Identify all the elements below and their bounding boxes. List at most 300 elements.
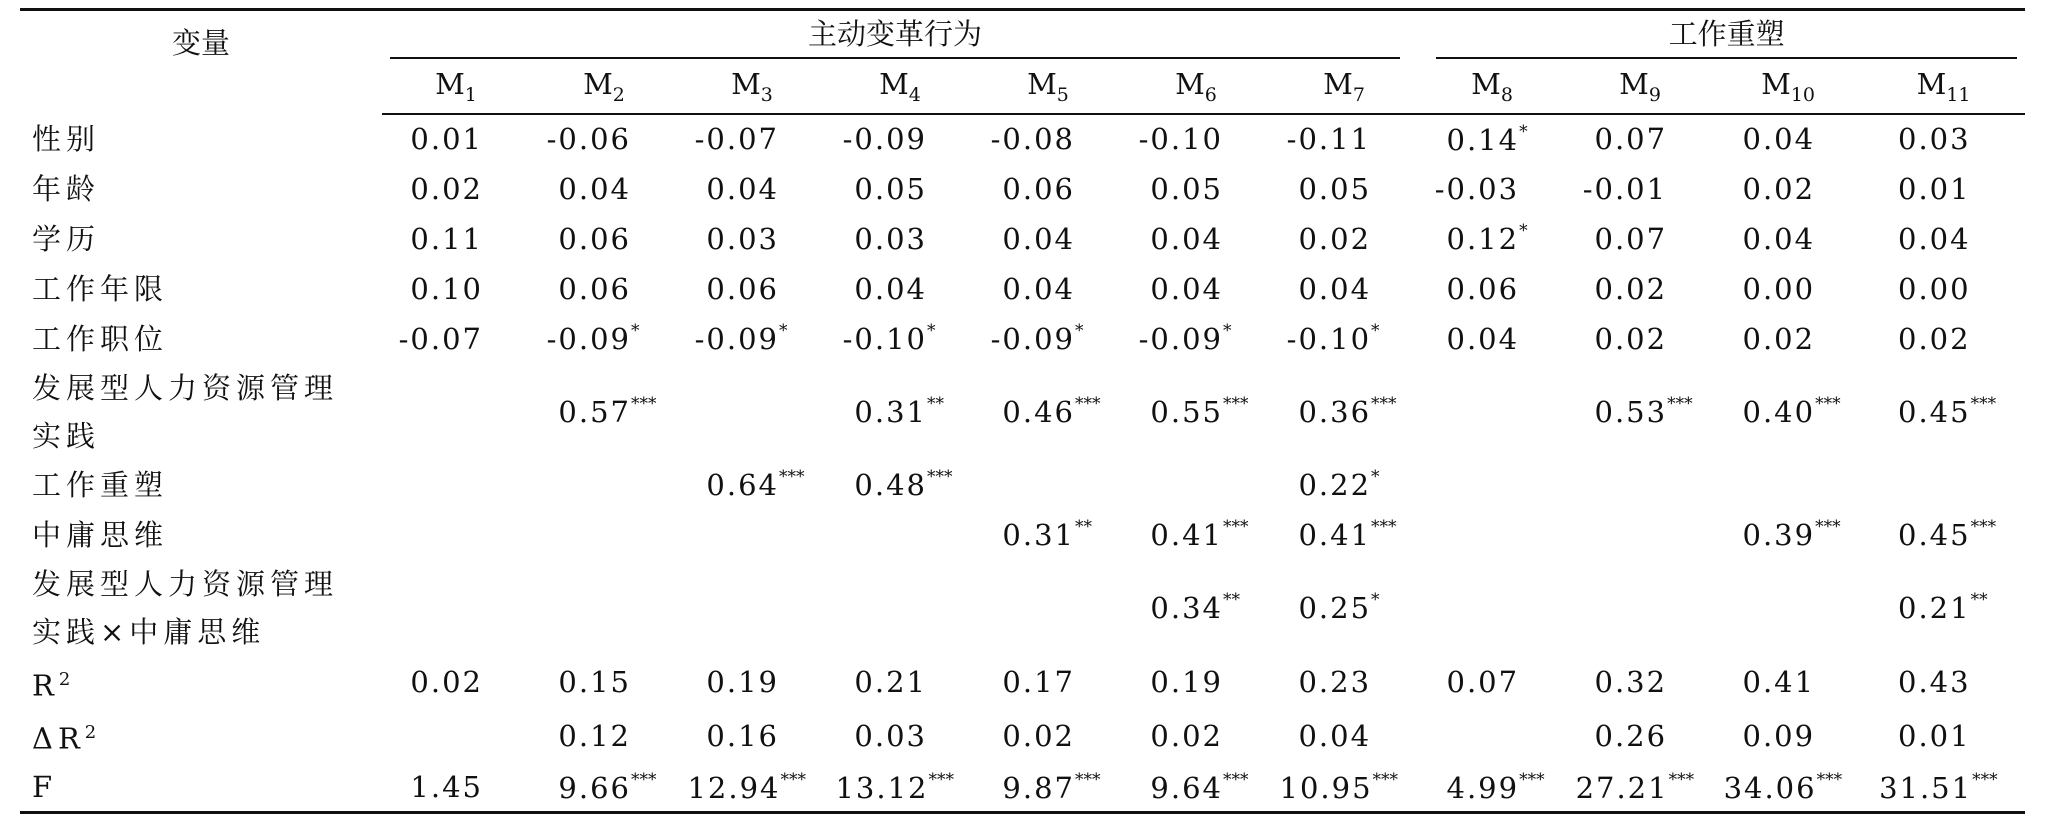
- cell-value: -0.03: [1434, 171, 1520, 206]
- significance-stars: ***: [1223, 769, 1249, 790]
- cell-value: 0.39: [1742, 518, 1816, 552]
- group-label-b: 工作重塑: [1436, 12, 2017, 59]
- cell-value: 0.01: [1898, 718, 1971, 753]
- cell-value: 0.06: [1446, 271, 1520, 306]
- row-label-line: 学历: [32, 221, 101, 256]
- model-header: [1862, 60, 2025, 114]
- table-cell: [1270, 656, 1418, 710]
- cell-value: 0.45: [1898, 395, 1971, 429]
- cell-value: 0.53: [1594, 395, 1668, 429]
- table-cell: [678, 114, 826, 164]
- table-cell: [826, 114, 974, 164]
- cell-value: 0.31: [1002, 518, 1075, 552]
- cell-value: -0.11: [1286, 122, 1372, 156]
- significance-stars: ***: [631, 769, 657, 790]
- cell-value: -0.01: [1582, 171, 1668, 206]
- significance-stars: ***: [779, 467, 805, 487]
- table-cell: [1270, 264, 1418, 314]
- table-cell: [1714, 510, 1862, 560]
- significance-stars: *: [1519, 221, 1528, 241]
- table-cell: [1122, 560, 1270, 656]
- table-cell: [1566, 114, 1714, 164]
- cell-value: 0.41: [1298, 518, 1372, 552]
- cell-value: 0.04: [1298, 271, 1372, 306]
- row-label-line: 年龄: [32, 171, 101, 206]
- table-cell: [1566, 510, 1714, 560]
- significance-stars: *: [1223, 321, 1232, 341]
- table-row: [20, 709, 2025, 763]
- model-header-base: M: [731, 66, 761, 101]
- table-cell: [530, 314, 678, 364]
- significance-stars: ***: [1519, 769, 1545, 790]
- significance-stars: ***: [1075, 394, 1101, 414]
- table-cell: [1418, 314, 1566, 364]
- table-cell: [1714, 460, 1862, 510]
- significance-stars: ***: [780, 769, 807, 790]
- model-header-subscript: 5: [1056, 83, 1069, 106]
- cell-value: 0.07: [1594, 122, 1668, 156]
- table-cell: [1418, 264, 1566, 314]
- cell-value: 0.15: [558, 665, 631, 700]
- significance-stars: ***: [1371, 517, 1397, 537]
- cell-value: 0.11: [410, 221, 483, 256]
- table-cell: [1418, 709, 1566, 763]
- row-label: [20, 560, 382, 656]
- table-cell: [1270, 763, 1418, 813]
- table-cell: [826, 763, 974, 813]
- table-cell: [1418, 763, 1566, 813]
- cell-value: 0.04: [1150, 221, 1223, 256]
- table-cell: [974, 264, 1122, 314]
- table-cell: [1862, 656, 2025, 710]
- cell-value: 4.99: [1446, 770, 1520, 805]
- table-cell: [1418, 114, 1566, 164]
- table-cell: [1122, 264, 1270, 314]
- cell-value: -0.09: [842, 122, 927, 156]
- table-cell: [382, 164, 530, 214]
- table-cell: [826, 709, 974, 763]
- table-cell: [1862, 214, 2025, 264]
- cell-value: -0.09: [546, 322, 631, 356]
- model-header: [1122, 60, 1270, 114]
- table-row: [20, 164, 2025, 214]
- row-label-line: 性别: [32, 121, 101, 156]
- cell-value: 0.03: [854, 221, 927, 256]
- table-cell: [530, 656, 678, 710]
- cell-value: 0.12: [558, 718, 631, 753]
- table-body: [20, 114, 2025, 813]
- cell-value: -0.08: [990, 122, 1075, 156]
- model-header-subscript: 11: [1946, 83, 1971, 106]
- model-header-base: M: [1471, 66, 1501, 101]
- cell-value: 0.02: [1594, 321, 1668, 356]
- significance-stars: ***: [1668, 769, 1695, 790]
- cell-value: 0.46: [1002, 395, 1075, 429]
- table-cell: [826, 314, 974, 364]
- table-cell: [382, 709, 530, 763]
- row-label-line: 实践: [32, 418, 101, 453]
- table-cell: [1270, 314, 1418, 364]
- table-cell: [1270, 214, 1418, 264]
- table-cell: [1270, 114, 1418, 164]
- row-label-line: $R^2$: [32, 668, 76, 703]
- cell-value: 12.94: [687, 770, 781, 805]
- table-cell: [530, 164, 678, 214]
- cell-value: 0.25: [1298, 591, 1372, 625]
- model-header-subscript: 8: [1500, 83, 1513, 106]
- table-cell: [1122, 460, 1270, 510]
- cell-value: 0.04: [1298, 718, 1372, 753]
- table-cell: [678, 510, 826, 560]
- cell-value: -0.09: [1138, 322, 1223, 356]
- model-header-base: M: [1916, 66, 1947, 101]
- cell-value: 0.05: [1150, 171, 1223, 206]
- table-cell: [1714, 164, 1862, 214]
- cell-value: 0.06: [706, 271, 779, 306]
- table-cell: [382, 460, 530, 510]
- cell-value: -0.10: [1138, 122, 1223, 156]
- table-cell: [530, 709, 678, 763]
- cell-value: 0.03: [854, 718, 927, 753]
- table-cell: [382, 114, 530, 164]
- table-cell: [1566, 709, 1714, 763]
- significance-stars: **: [927, 394, 944, 414]
- model-header-subscript: 6: [1204, 83, 1217, 106]
- model-header-base: M: [1761, 66, 1791, 101]
- cell-value: 0.14: [1446, 122, 1520, 157]
- table-cell: [678, 460, 826, 510]
- table-cell: [678, 709, 826, 763]
- model-header: [1566, 60, 1714, 114]
- significance-stars: ***: [927, 467, 953, 487]
- table-cell: [826, 164, 974, 214]
- table-cell: [382, 560, 530, 656]
- significance-stars: ***: [631, 394, 657, 414]
- table-cell: [1122, 214, 1270, 264]
- table-cell: [1862, 460, 2025, 510]
- cell-value: 0.06: [558, 271, 631, 306]
- table-cell: [1862, 164, 2025, 214]
- model-header: [1270, 60, 1418, 114]
- cell-value: 0.06: [558, 221, 631, 256]
- table-cell: [826, 510, 974, 560]
- cell-value: 0.19: [706, 665, 779, 700]
- cell-value: -0.10: [1286, 322, 1372, 356]
- table-cell: [1418, 364, 1566, 460]
- table-cell: [1862, 264, 2025, 314]
- table-cell: [974, 164, 1122, 214]
- table-cell: [530, 510, 678, 560]
- row-label: [20, 709, 382, 763]
- significance-stars: ***: [1371, 394, 1397, 414]
- significance-stars: **: [1075, 517, 1092, 537]
- cell-value: 0.04: [854, 271, 927, 306]
- cell-value: 0.01: [410, 122, 483, 156]
- table-cell: [1122, 763, 1270, 813]
- table-cell: [974, 460, 1122, 510]
- cell-value: -0.07: [694, 122, 779, 156]
- row-label-line: 实践×中庸思维: [32, 614, 266, 649]
- cell-value: 9.66: [558, 770, 631, 805]
- cell-value: 0.06: [1002, 171, 1075, 206]
- table-cell: [530, 264, 678, 314]
- table-cell: [1270, 560, 1418, 656]
- table-row: [20, 560, 2025, 656]
- row-label-line: 中庸思维: [32, 517, 169, 552]
- row-label-line: F: [32, 770, 58, 805]
- significance-stars: **: [1970, 590, 1988, 610]
- cell-value: 1.45: [410, 770, 483, 805]
- row-label: [20, 214, 382, 264]
- cell-value: 0.57: [558, 395, 631, 429]
- cell-value: -0.07: [398, 321, 483, 356]
- significance-stars: ***: [1815, 394, 1841, 414]
- significance-stars: ***: [1970, 394, 1997, 414]
- regression-results-table: [20, 8, 2025, 814]
- cell-value: 0.17: [1002, 665, 1075, 700]
- model-header-subscript: 10: [1790, 83, 1816, 106]
- table-cell: [974, 560, 1122, 656]
- cell-value: 31.51: [1879, 770, 1973, 805]
- row-label-line: 发展型人力资源管理: [32, 370, 339, 405]
- table-cell: [826, 364, 974, 460]
- cell-value: 34.06: [1723, 770, 1817, 805]
- cell-value: 27.21: [1575, 770, 1669, 805]
- row-label: [20, 656, 382, 710]
- table-cell: [1566, 763, 1714, 813]
- table-cell: [530, 560, 678, 656]
- table-row: [20, 364, 2025, 460]
- table-cell: [1122, 510, 1270, 560]
- cell-value: -0.10: [842, 322, 927, 356]
- significance-stars: *: [779, 321, 788, 341]
- table-cell: [1862, 114, 2025, 164]
- table-cell: [1122, 709, 1270, 763]
- table-cell: [1862, 763, 2025, 813]
- cell-value: 0.34: [1150, 591, 1223, 625]
- table-cell: [1418, 560, 1566, 656]
- table-cell: [382, 763, 530, 813]
- table-row: [20, 656, 2025, 710]
- table-cell: [974, 510, 1122, 560]
- table-cell: [1566, 560, 1714, 656]
- table-cell: [1862, 314, 2025, 364]
- table-cell: [974, 709, 1122, 763]
- cell-value: 0.64: [706, 468, 779, 502]
- model-header-subscript: 9: [1648, 83, 1661, 106]
- table-cell: [974, 364, 1122, 460]
- table-cell: [530, 763, 678, 813]
- model-header-base: M: [1323, 66, 1353, 101]
- table-cell: [530, 214, 678, 264]
- cell-value: 0.19: [1150, 665, 1223, 700]
- table-cell: [1122, 164, 1270, 214]
- table-cell: [1714, 264, 1862, 314]
- cell-value: 0.36: [1298, 395, 1372, 429]
- table-cell: [1714, 364, 1862, 460]
- cell-value: 0.21: [854, 665, 927, 700]
- cell-value: 0.05: [854, 171, 927, 206]
- significance-stars: ***: [1816, 769, 1843, 790]
- table-cell: [1714, 763, 1862, 813]
- table-cell: [1566, 656, 1714, 710]
- significance-stars: *: [1519, 121, 1528, 142]
- cell-value: 0.05: [1298, 171, 1372, 206]
- variable-header: 变量: [20, 10, 382, 114]
- model-header: [678, 60, 826, 114]
- group-header-job-crafting: [1418, 10, 2025, 60]
- model-header-base: M: [1027, 66, 1057, 101]
- table-row: [20, 264, 2025, 314]
- cell-value: -0.06: [546, 122, 631, 156]
- significance-stars: *: [927, 321, 936, 341]
- table-cell: [1418, 214, 1566, 264]
- cell-value: 0.32: [1594, 665, 1668, 700]
- table-cell: [382, 510, 530, 560]
- significance-stars: ***: [1972, 769, 1998, 790]
- cell-value: 13.12: [835, 770, 929, 805]
- significance-stars: ***: [1970, 517, 1997, 537]
- table-cell: [1122, 656, 1270, 710]
- row-label: [20, 364, 382, 460]
- cell-value: 0.43: [1898, 665, 1971, 700]
- cell-value: 0.07: [1446, 665, 1520, 700]
- model-header-base: M: [583, 66, 613, 101]
- table-cell: [1418, 656, 1566, 710]
- cell-value: 0.45: [1898, 518, 1971, 552]
- table-cell: [1270, 364, 1418, 460]
- table-cell: [1122, 114, 1270, 164]
- significance-stars: *: [631, 321, 640, 341]
- cell-value: 0.12: [1446, 222, 1520, 256]
- table-cell: [382, 656, 530, 710]
- cell-value: 0.21: [1898, 591, 1971, 625]
- table-cell: [382, 264, 530, 314]
- cell-value: 0.23: [1298, 665, 1372, 700]
- table-row: [20, 763, 2025, 813]
- model-header: [1418, 60, 1566, 114]
- significance-stars: *: [1371, 321, 1380, 341]
- model-header: [1714, 60, 1862, 114]
- cell-value: 0.04: [1898, 221, 1971, 256]
- row-label: [20, 510, 382, 560]
- model-header-subscript: 7: [1352, 83, 1365, 106]
- table-cell: [1566, 314, 1714, 364]
- table-row: [20, 510, 2025, 560]
- cell-value: 0.31: [854, 395, 927, 429]
- table-cell: [1122, 364, 1270, 460]
- cell-value: 0.03: [706, 221, 779, 256]
- significance-stars: ***: [1223, 517, 1249, 537]
- significance-stars: *: [1371, 467, 1380, 487]
- cell-value: 0.02: [1150, 718, 1223, 753]
- table-cell: [826, 656, 974, 710]
- table-cell: [530, 460, 678, 510]
- row-label: [20, 164, 382, 214]
- table-cell: [974, 656, 1122, 710]
- cell-value: 0.02: [410, 665, 483, 700]
- significance-stars: *: [1075, 321, 1084, 341]
- cell-value: 10.95: [1279, 770, 1373, 805]
- model-header-subscript: 4: [908, 83, 921, 106]
- row-label-line: 发展型人力资源管理: [32, 566, 339, 601]
- cell-value: 0.55: [1150, 395, 1223, 429]
- table-cell: [1270, 709, 1418, 763]
- cell-value: 0.04: [1742, 122, 1816, 156]
- cell-value: 0.16: [706, 718, 779, 753]
- table-cell: [382, 214, 530, 264]
- table-row: [20, 214, 2025, 264]
- cell-value: 0.09: [1742, 718, 1816, 753]
- row-label-line: $\Delta R^2$: [32, 721, 102, 756]
- table-cell: [382, 364, 530, 460]
- table-cell: [1862, 510, 2025, 560]
- table-cell: [826, 264, 974, 314]
- model-header: [974, 60, 1122, 114]
- table-cell: [1418, 164, 1566, 214]
- cell-value: 0.40: [1742, 395, 1816, 429]
- row-label: [20, 264, 382, 314]
- table-cell: [1714, 560, 1862, 656]
- table-cell: [678, 364, 826, 460]
- model-header: [826, 60, 974, 114]
- cell-value: 0.04: [1446, 321, 1520, 356]
- table-cell: [678, 656, 826, 710]
- cell-value: 0.41: [1150, 518, 1223, 552]
- table-cell: [530, 114, 678, 164]
- table-cell: [678, 763, 826, 813]
- row-label-line: 工作重塑: [32, 467, 169, 502]
- cell-value: 0.00: [1898, 271, 1971, 306]
- cell-value: 0.02: [1742, 321, 1816, 356]
- cell-value: 0.03: [1898, 122, 1971, 156]
- group-label-a: 主动变革行为: [390, 12, 1400, 59]
- model-header-subscript: 1: [464, 83, 477, 106]
- cell-value: 0.00: [1742, 271, 1816, 306]
- model-header-base: M: [1619, 66, 1649, 101]
- table-cell: [1714, 314, 1862, 364]
- significance-stars: *: [1371, 590, 1380, 610]
- table-cell: [1714, 114, 1862, 164]
- table-cell: [1714, 214, 1862, 264]
- significance-stars: ***: [928, 769, 955, 790]
- table-cell: [1862, 709, 2025, 763]
- superscript-two: 2: [84, 722, 102, 744]
- table-row: [20, 314, 2025, 364]
- row-label: [20, 460, 382, 510]
- row-label: [20, 763, 382, 813]
- table-cell: [1566, 164, 1714, 214]
- table-cell: [1122, 314, 1270, 364]
- cell-value: 0.07: [1594, 221, 1668, 256]
- cell-value: 9.87: [1002, 770, 1075, 805]
- cell-value: 0.01: [1898, 171, 1971, 206]
- cell-value: 0.04: [558, 171, 631, 206]
- cell-value: 0.10: [410, 271, 483, 306]
- cell-value: 0.02: [1898, 321, 1971, 356]
- row-label-line: 工作职位: [32, 321, 169, 356]
- cell-value: -0.09: [990, 322, 1075, 356]
- model-header: [530, 60, 678, 114]
- cell-value: 0.02: [1742, 171, 1816, 206]
- cell-value: 0.04: [1150, 271, 1223, 306]
- table-cell: [974, 763, 1122, 813]
- superscript-two: 2: [58, 668, 76, 690]
- table-cell: [1270, 460, 1418, 510]
- table-cell: [1714, 709, 1862, 763]
- table-cell: [974, 314, 1122, 364]
- model-header-base: M: [1175, 66, 1205, 101]
